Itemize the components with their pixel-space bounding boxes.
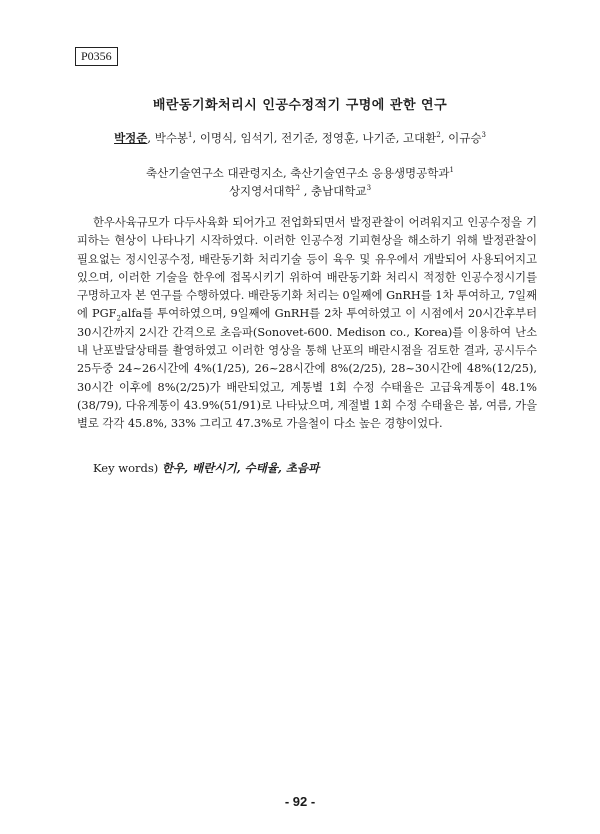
affiliation-line-1 [0, 165, 600, 181]
affiliation-sup: 3 [366, 184, 372, 193]
abstract-subscript: 2 [116, 314, 121, 323]
author-sup: 3 [481, 131, 486, 140]
author-text: , 박수봉 [147, 131, 189, 145]
author-text: , 이규승 [440, 131, 482, 145]
affiliation-text: 상지영서대학 [228, 184, 296, 198]
keywords-terms: 한우, 배란시기, 수태율, 초음파 [161, 461, 320, 475]
affiliation-line-2 [0, 183, 600, 199]
affiliation-sup: 2 [295, 184, 301, 193]
page-number: - 92 - [284, 794, 316, 809]
paper-title: 배란동기화처리시 인공수정적기 구명에 관한 연구 [152, 98, 448, 113]
keywords-label: Key words) [93, 461, 162, 475]
author-list [0, 130, 600, 146]
author-text: , 이명식, 임석기, 전기준, 정영훈, 나기준, 고대환 [192, 131, 437, 145]
abstract-body [77, 214, 537, 434]
affiliation-text: 축산기술연구소 대관령지소, 축산기술연구소 응용생명공학과 [146, 166, 450, 180]
affiliation-sup: 1 [449, 166, 454, 175]
affiliation-text: , 충남대학교 [300, 184, 367, 198]
abstract-code: P0356 [75, 47, 118, 66]
presenting-author: 박정준 [114, 131, 148, 145]
abstract-text: 한우사육규모가 다두사육화 되어가고 전업화되면서 발정관찰이 어려워지고 인공수정을 기피하는 현상이 나타나기 시작하였다. 이러한 인공수정 기피현상을 해소하기 위해 발정관찰이 필요없는 정시인공수정, 배란동기화 처리기술 등이 육우 및 유우에서 개발되어 사용되어지고 있으며, 이러한 기술을 한우에 접목시키기 위하여 배란동기화 처리시 적정한 인공수정시기를 구명하고자 본 연구를 수행하였다. 배란동기화 처리는 0일째에 GnRH를 1차 투여하고, 7일째에 PGF [77, 216, 537, 321]
author-sup: 1 [188, 131, 193, 140]
author-sup: 2 [436, 131, 441, 140]
keywords [93, 460, 319, 476]
abstract-text: alfa를 투여하였으며, 9일째에 GnRH를 2차 투여하였고 이 시점에서 20시간후부터 30시간까지 2시간 간격으로 초음파(Sonovet-600. Medison co., Korea)를 이용하여 난소내 난포발달상태를 촬영하였고 이러한 영상을 통해 난포의 배란시점을 검토한 결과, 공시두수 25두중 24~26시간에 4%(1/25), 26~28시간에 8%(2/25), 28~30시간에 48%(12/25), 30시간 이후에 8%(2/25)가 배란되었고, 계통별 1회 수정 수태율은 고급육계통이 48.1%(38/79), 다유계통이 43.9%(51/91)로 나타났으며, 계절별 1회 수정 수태율은 봄, 여름, 가을 별로 각각 45.8%, 33% 그리고 47.3%로 가을철이 다소 높은 경향이었다. [77, 307, 537, 431]
